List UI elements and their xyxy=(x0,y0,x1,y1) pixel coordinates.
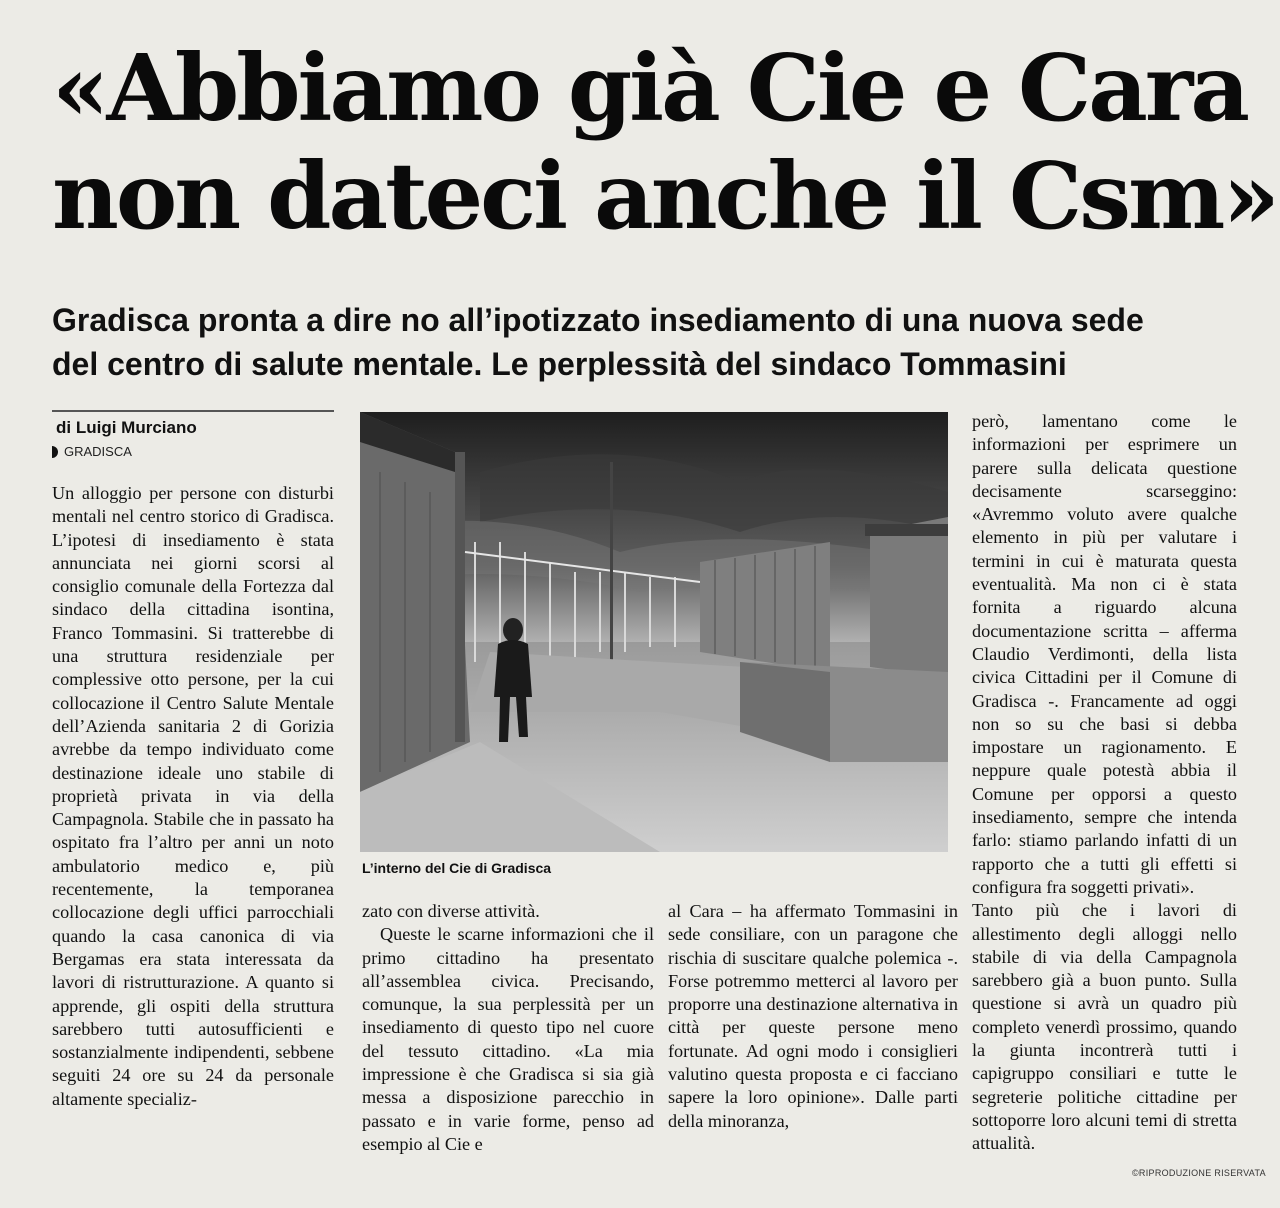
subheadline-line-1: Gradisca pronta a dire no all’ipotizzato insediamento di una nuova sede xyxy=(52,302,1144,338)
byline: di Luigi Murciano xyxy=(56,418,197,437)
article-headline xyxy=(52,34,1277,250)
column-2-text-b: Queste le scarne informazioni che il primo cittadino ha presentato all’assemblea civica. Precisando, comunque, la sua perplessità per un insediamento di questo tipo nel cuore del tessuto cittadino. «La mia impressione è che Gradisca si sia già messa a disposizione parecchio in passato e in varie forme, penso ad esempio al Cie e xyxy=(362,924,654,1154)
ghost-text-left xyxy=(0,130,36,430)
column-3-text: al Cara – ha affermato Tommasini in sede consiliare, con un paragone che rischia di suscitare qualche polemica -. Forse potremmo metterci al lavoro per proporre una destinazione alternativa in città per queste persone meno fortunate. Ad ogni modo i consiglieri valutino questa proposta e ci facciano sapere la loro opinione». Dalle parti della minoranza, xyxy=(668,901,958,1131)
subheadline-line-2: del centro di salute mentale. Le perplessità del sindaco Tommasini xyxy=(52,346,1067,382)
article-photo xyxy=(360,412,948,852)
dateline-marker-icon xyxy=(52,446,58,458)
article-column-2 xyxy=(362,900,654,1156)
article-column-3 xyxy=(668,900,958,1133)
article-subheadline xyxy=(52,298,1202,386)
article-column-4 xyxy=(972,410,1237,1156)
byline-divider xyxy=(52,410,334,412)
headline-line-1: «Abbiamo già Cie e Cara xyxy=(52,34,1247,142)
article-column-1 xyxy=(52,482,334,1111)
photo-caption: L’interno del Cie di Gradisca xyxy=(362,860,552,876)
headline-line-2: non dateci anche il Csm» xyxy=(52,142,1277,250)
cie-courtyard-photo xyxy=(360,412,948,852)
ghost-text-right xyxy=(1244,130,1280,1030)
dateline xyxy=(52,444,132,459)
column-2-text-a: zato con diverse attività. xyxy=(362,901,540,921)
column-1-text: Un alloggio per persone con disturbi mentali nel centro storico di Gradisca. L’ipotesi di insediamento è stata annunciata nei giorni scorsi al consiglio comunale della Fortezza dal sindaco della cittadina isontina, Franco Tommasini. Si tratterebbe di una struttura residenziale per complessive otto persone, per la cui collocazione il Centro Salute Mentale dell’Azienda sanitaria 2 di Gorizia avrebbe da tempo individuato come destinazione ideale uno stabile di proprietà privata in via della Campagnola. Stabile che in passato ha ospitato fra l’altro per anni un noto ambulatorio medico e, più recentemente, la temporanea collocazione degli uffici parrocchiali quando la casa canonica di via Bergamas era stata interessata da lavori di ristrutturazione. A quanto si apprende, gli ospiti della struttura sarebbero tutti autosufficienti e sostanzialmente indipendenti, sebbene seguiti 24 ore su 24 da personale altamente specializ- xyxy=(52,483,334,1109)
column-4-text-b: Tanto più che i lavori di allestimento degli alloggi nello stabile di via della Campagnola sarebbero già a buon punto. Sulla questione si avrà un quadro più completo venerdì prossimo, quando la giunta incontrerà tutti i capigruppo consiliari e tutte le segreterie politiche cittadine per sottoporre loro alcuni temi di stretta attualità. xyxy=(972,900,1237,1154)
column-4-text-a: però, lamentano come le informazioni per esprimere un parere sulla delicata questione decisamente scarseggino: «Avremmo voluto avere qualche elemento in più per valutare i termini in cui è maturata questa eventualità. Ma non ci è stata fornita a riguardo alcuna documentazione scritta – afferma Claudio Verdimonti, della lista civica Cittadini per il Comune di Gradisca -. Francamente ad oggi non so su che basi si debba impostare un ragionamento. E neppure quale potestà abbia il Comune per opporsi a questo insediamento, sempre che intenda farlo: stiamo parlando infatti di un rapporto che a tutti gli effetti si configura fra soggetti privati». xyxy=(972,411,1237,897)
copyright-notice: ©RIPRODUZIONE RISERVATA xyxy=(1132,1168,1266,1178)
dateline-text: GRADISCA xyxy=(64,444,132,459)
